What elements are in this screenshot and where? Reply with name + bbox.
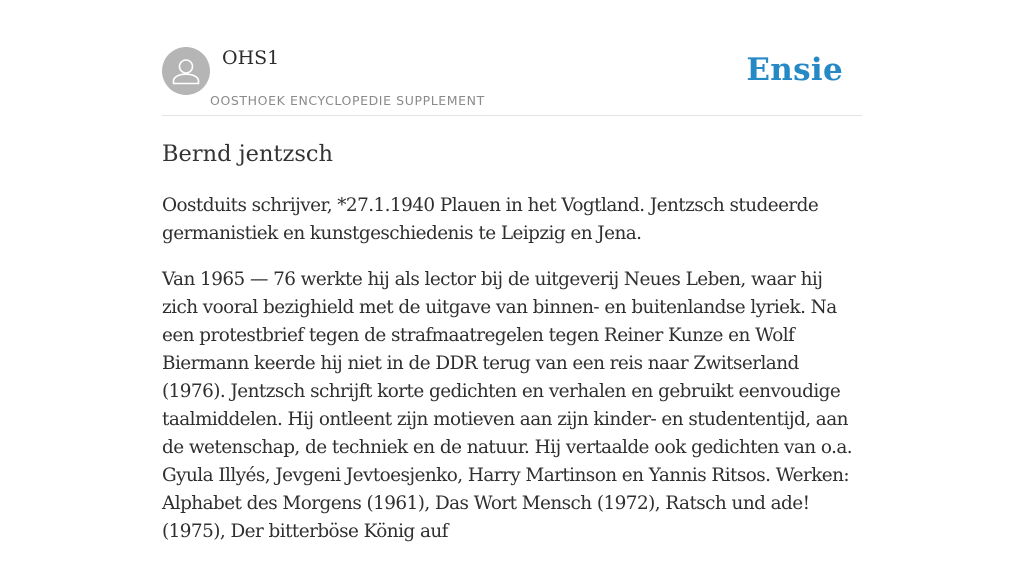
- ensie-logo[interactable]: Ensie: [746, 52, 843, 88]
- article-header: [162, 44, 862, 116]
- source-name[interactable]: OOSTHOEK ENCYCLOPEDIE SUPPLEMENT: [210, 93, 485, 108]
- user-icon: [162, 47, 210, 95]
- article-paragraph: Van 1965 — 76 werkte hij als lector bij de uitgeverij Neues Leben, waar hij zich vooral bezighield met de uitgave van binnen- en buitenlandse lyriek. Na een protestbrief tegen de strafmaatregelen tegen Reiner Kunze en Wolf Biermann keerde hij niet in de DDR terug van een reis naar Zwitserland (1976). Jentzsch schrijft korte gedichten en verhalen en gebruikt eenvoudige taalmiddelen. Hij ontleent zijn motieven aan zijn kinder- en studententijd, aan de wetenschap, de techniek en de natuur. Hij vertaalde ook gedichten van o.a. Gyula Illyés, Jevgeni Jevtoesjenko, Harry Martinson en Yannis Ritsos. Werken: Alphabet des Morgens (1961), Das Wort Mensch (1972), Ratsch und ade! (1975), Der bitterböse König auf: [162, 269, 853, 542]
- source-code[interactable]: OHS1: [222, 47, 280, 69]
- article-paragraph: Oostduits schrijver, *27.1.1940 Plauen in het Vogtland. Jentzsch studeerde germanistiek en kunstgeschiedenis te Leipzig en Jena.: [162, 195, 819, 244]
- article-title: Bernd jentzsch: [162, 141, 333, 167]
- source-avatar[interactable]: [162, 47, 210, 95]
- article-body: [162, 192, 862, 564]
